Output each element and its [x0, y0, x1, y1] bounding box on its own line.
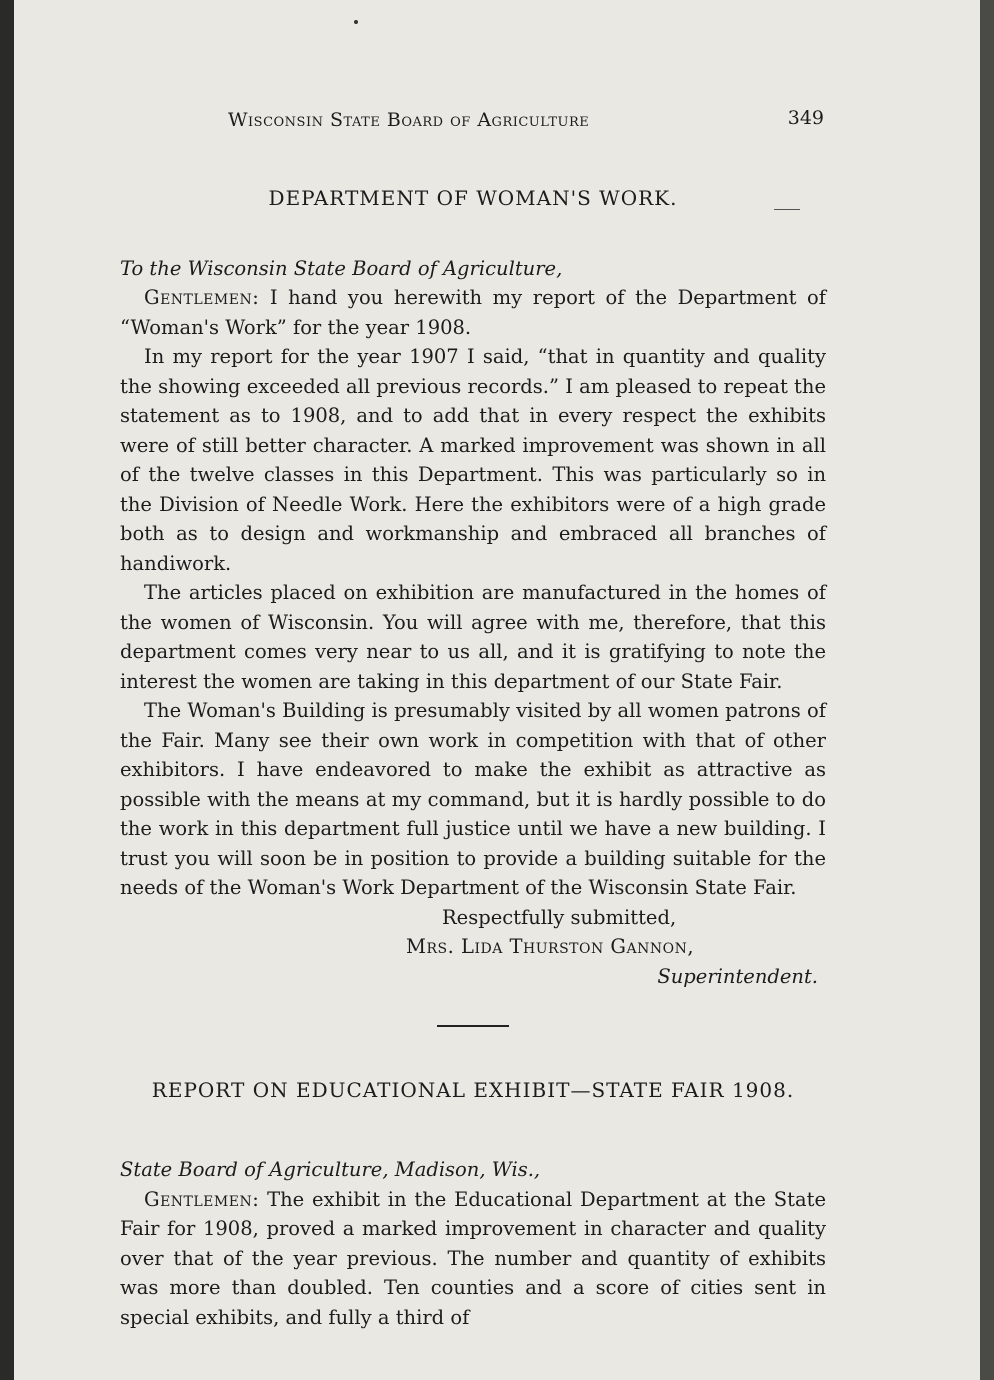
letter-address: State Board of Agriculture, Madison, Wis., — [120, 1158, 541, 1181]
letter-address: To the Wisconsin State Board of Agriculture, — [120, 256, 563, 280]
page-content — [120, 100, 826, 1332]
book-page — [14, 0, 980, 1380]
section-divider — [437, 1025, 509, 1027]
book-spine-shadow — [0, 0, 14, 1380]
section-title-educational-exhibit: REPORT ON EDUCATIONAL EXHIBIT—STATE FAIR 1908. — [151, 1078, 795, 1102]
print-speck — [354, 20, 358, 24]
section-title-womans-work: DEPARTMENT OF WOMAN'S WORK. — [268, 186, 678, 210]
paragraph — [120, 283, 826, 342]
paragraph: In my report for the year 1907 I said, “that in quantity and quality the showing exceeded all previous records.” I am pleased to repeat the statement as to 1908, and to add that in every respect the exhibits were of still better character. A marked improvement was shown in all of the twelve classes in this Department. This was particularly so in the Division of Needle Work. Here the exhibitors were of a high grade both as to design and workmanship and embraced all branches of handiwork. — [120, 345, 826, 575]
closing: Respectfully submitted, — [442, 905, 677, 929]
running-title: Wisconsin State Board of Agriculture — [228, 109, 590, 131]
paragraph-text: The exhibit in the Educational Department at the State Fair for 1908, proved a marked improvement in character and quality over that of the year previous. The number and quantity of exhibits was more than doubled. Ten counties and a score of cities sent in special exhibits, and fully a third of — [120, 1187, 826, 1329]
paragraph — [120, 1185, 826, 1333]
page-number: 349 — [787, 107, 824, 129]
signature: Mrs. Lida Thurston Gannon, — [406, 935, 695, 958]
running-head — [120, 100, 826, 134]
page-edge — [980, 0, 994, 1380]
paragraph: The Woman's Building is presumably visited by all women patrons of the Fair. Many see their own work in competition with that of other exhibitors. I have endeavored to make the exhibit as attractive as possible with the means at my command, but it is hardly possible to do the work in this department full justice until we have a new building. I trust you will soon be in position to provide a building suitable for the needs of the Woman's Work Department of the Wisconsin State Fair. — [120, 699, 826, 899]
signature-title: Superintendent. — [657, 964, 818, 988]
paragraph-text: I hand you herewith my report of the Department of “Woman's Work” for the year 1908. — [120, 286, 826, 339]
salutation: Gentlemen: — [144, 286, 260, 309]
paragraph: The articles placed on exhibition are manufactured in the homes of the women of Wisconsin. You will agree with me, therefore, that this department comes very near to us all, and it is gratifying to note the interest the women are taking in this department of our State Fair. — [120, 581, 826, 693]
salutation: Gentlemen: — [144, 1187, 260, 1211]
